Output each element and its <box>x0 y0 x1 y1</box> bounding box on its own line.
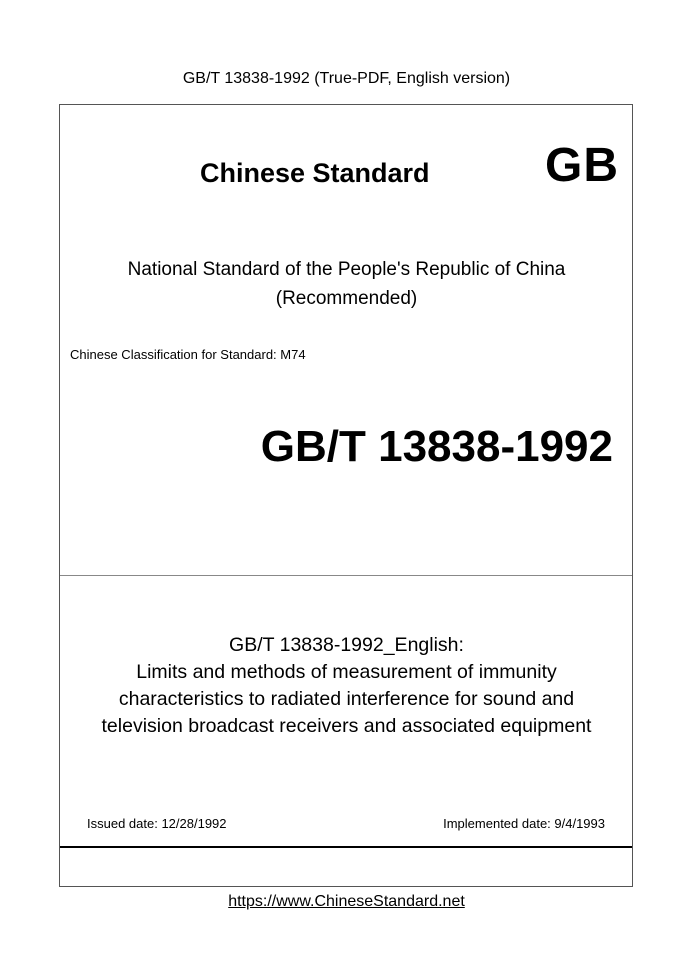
issued-date: Issued date: 12/28/1992 <box>87 816 227 831</box>
title-line-2: Limits and methods of measurement of immunity <box>136 661 557 683</box>
cover-frame <box>59 104 633 887</box>
footer <box>0 893 693 911</box>
empty-bottom-box <box>60 848 632 886</box>
title-line-4: television broadcast receivers and associated equipment <box>101 715 592 737</box>
chinese-standard-heading: Chinese Standard <box>200 158 430 188</box>
national-standard-line: National Standard of the People's Republic of China <box>127 259 566 280</box>
document-header: GB/T 13838-1992 (True-PDF, English version) <box>182 70 511 87</box>
recommended-line: (Recommended) <box>275 288 418 309</box>
title-line-3: characteristics to radiated interference for sound and <box>118 688 575 710</box>
gb-mark: GB <box>545 139 619 192</box>
classification-text: Chinese Classification for Standard: M74 <box>70 347 306 362</box>
standard-number: GB/T 13838-1992 <box>260 422 613 471</box>
title-line-1: GB/T 13838-1992_English: <box>229 634 464 656</box>
section-divider <box>60 575 632 576</box>
implemented-date: Implemented date: 9/4/1993 <box>443 816 605 831</box>
website-link[interactable]: https://www.ChineseStandard.net <box>228 893 465 910</box>
